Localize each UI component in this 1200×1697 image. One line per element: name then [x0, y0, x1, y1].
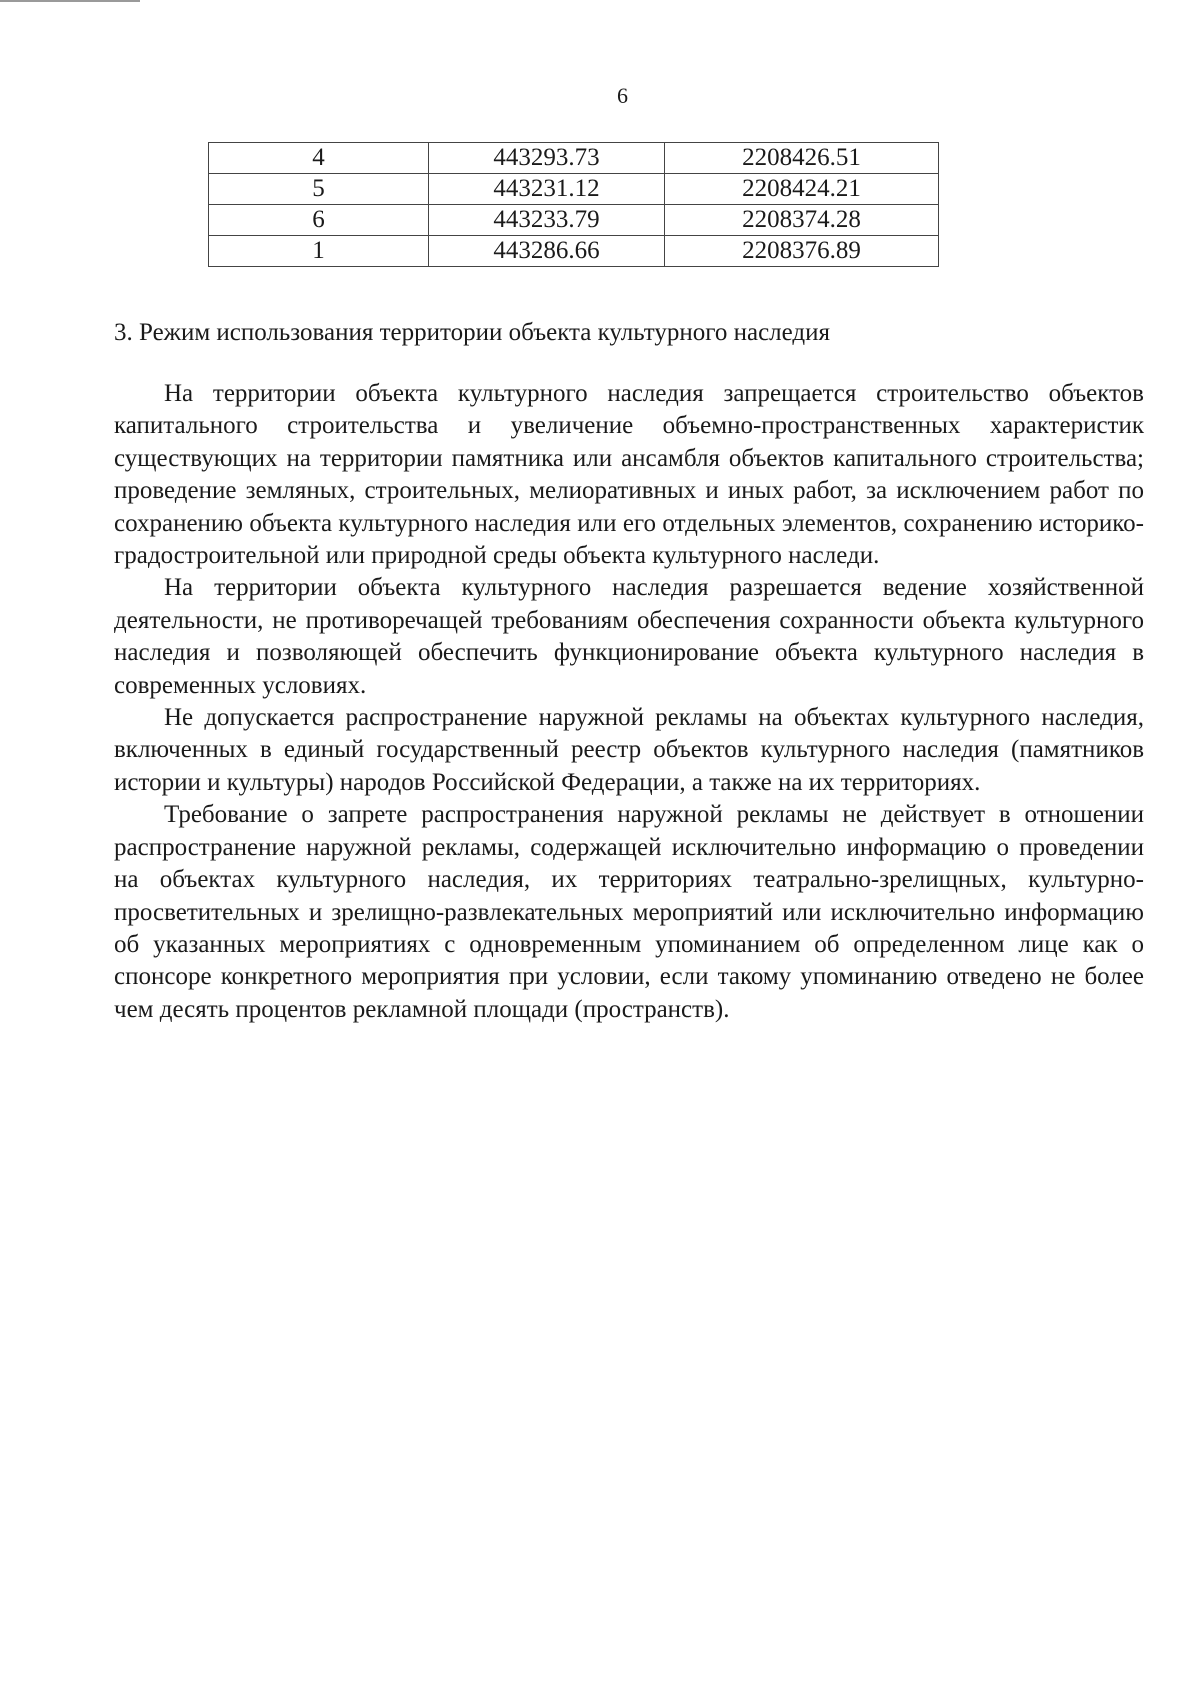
point-number-cell: 5: [209, 174, 429, 205]
point-number-cell: 1: [209, 236, 429, 267]
table-row: [209, 143, 939, 174]
table-row: [209, 174, 939, 205]
coordinates-table: [208, 142, 939, 267]
x-coordinate-cell: 443293.73: [429, 143, 665, 174]
x-coordinate-cell: 443233.79: [429, 205, 665, 236]
table-row: [209, 236, 939, 267]
paragraph-permitted-activity: На территории объекта культурного наследия разрешается ведение хозяйственной деятельности, не противоречащей требованиям обеспечения сохранности объекта культурного наследия и позволяющей обеспечить функционирование объекта культурного наследия в современных условиях.: [114, 574, 1144, 699]
y-coordinate-cell: 2208374.28: [665, 205, 939, 236]
x-coordinate-cell: 443231.12: [429, 174, 665, 205]
paragraph-advertising-ban: Не допускается распространение наружной рекламы на объектах культурного наследия, включенных в единый государственный реестр объектов культурного наследия (памятников истории и культуры) народов Российской Федерации, а также на их территориях.: [114, 704, 1144, 796]
x-coordinate-cell: 443286.66: [429, 236, 665, 267]
point-number-cell: 6: [209, 205, 429, 236]
paragraph-construction-ban: На территории объекта культурного наследия запрещается строительство объектов капитального строительства и увеличение объемно-пространственных характеристик существующих на территории памятника или ансамбля объектов капитального строительства; проведение земляных, строительных, мелиоративных и иных работ, за исключением работ по сохранению объекта культурного наследия или его отдельных элементов, сохранению историко-градостроительной или природной среды объекта культурного наследи.: [114, 380, 1144, 570]
table-row: [209, 205, 939, 236]
paragraph-advertising-exception: Требование о запрете распространения наружной рекламы не действует в отношении распространение наружной рекламы, содержащей исключительно информацию о проведении на объектах культурного наследия, их территориях театрально-зрелищных, культурно-просветительных и зрелищно-развлекательных мероприятий или исключительно информацию об указанных мероприятиях с одновременным упоминанием об определенном лице как о спонсоре конкретного мероприятия при условии, если такому упоминанию отведено не более чем десять процентов рекламной площади (пространств).: [114, 801, 1144, 1023]
section-body: [114, 378, 1144, 1026]
y-coordinate-cell: 2208424.21: [665, 174, 939, 205]
scan-edge-mark: [0, 0, 140, 2]
section-heading: 3. Режим использования территории объекта культурного наследия: [114, 319, 831, 346]
page-number: 6: [617, 83, 628, 108]
y-coordinate-cell: 2208376.89: [665, 236, 939, 267]
y-coordinate-cell: 2208426.51: [665, 143, 939, 174]
point-number-cell: 4: [209, 143, 429, 174]
